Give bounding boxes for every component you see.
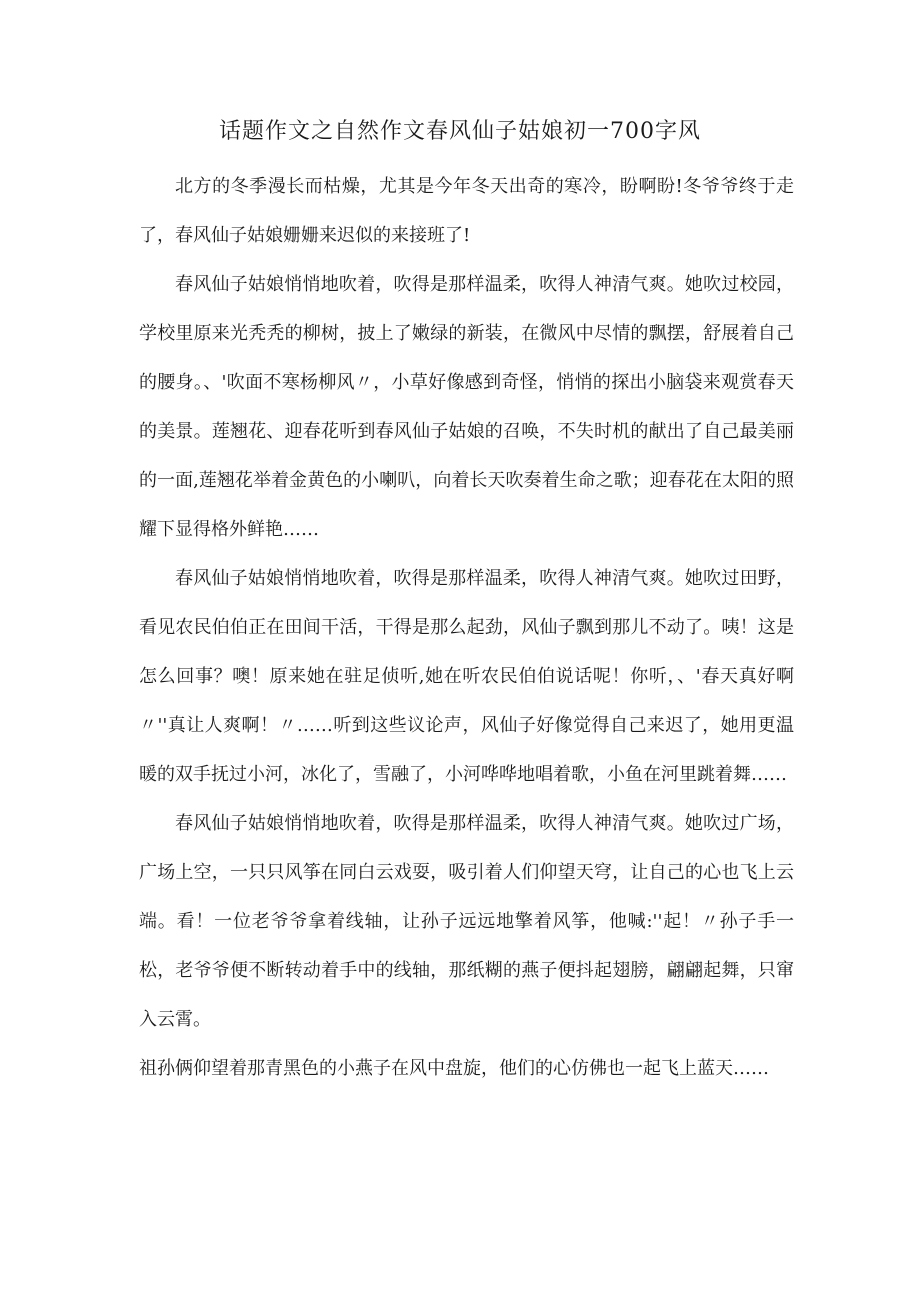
paragraph-1: 北方的冬季漫长而枯燥，尤其是今年冬天出奇的寒冷，盼啊盼!冬爷爷终于走了，春风仙子姑娘姗姗来迟似的来接班了!	[139, 176, 794, 246]
paragraph-3: 春风仙子姑娘悄悄地吹着，吹得是那样温柔，吹得人神清气爽。她吹过田野，看见农民伯伯正在田间干活，干得是那么起劲，风仙子飘到那儿不动了。咦！这是怎么回事？噢！原来她在驻足侦听,她在听农民伯伯说话呢！你听，、'春天真好啊〃''真让人爽啊！〃……听到这些议论声，风仙子好像觉得自己来迟了，她用更温暖的双手抚过小河，冰化了，雪融了，小河哗哗地唱着歌，小鱼在河里跳着舞……	[139, 568, 794, 785]
document-title: 话题作文之自然作文春风仙子姑娘初一700字风	[219, 119, 701, 144]
paragraph-2: 春风仙子姑娘悄悄地吹着，吹得是那样温柔，吹得人神清气爽。她吹过校园，学校里原来光秃秃的柳树，披上了嫩绿的新装，在微风中尽情的飘摆，舒展着自己的腰身。、'吹面不寒杨柳风〃，小草好像感到奇怪，悄悄的探出小脑袋来观赏春天的美景。莲翘花、迎春花听到春风仙子姑娘的召唤，不失时机的献出了自己最美丽的一面,莲翘花举着金黄色的小喇叭，向着长天吹奏着生命之歌；迎春花在太阳的照耀下显得格外鲜艳……	[139, 274, 794, 540]
paragraph-5: 祖孙俩仰望着那青黑色的小燕子在风中盘旋，他们的心仿佛也一起飞上蓝天……	[139, 1058, 769, 1079]
document-body	[139, 162, 794, 1093]
paragraph-4: 春风仙子姑娘悄悄地吹着，吹得是那样温柔，吹得人神清气爽。她吹过广场，广场上空，一只只风筝在同白云戏耍，吸引着人们仰望天穹，让自己的心也飞上云端。看！一位老爷爷拿着线轴，让孙子远远地擎着风筝，他喊:''起！〃孙子手一松，老爷爷便不断转动着手中的线轴，那纸糊的燕子便抖起翅膀，翩翩起舞，只窜入云霄。	[139, 813, 794, 1030]
